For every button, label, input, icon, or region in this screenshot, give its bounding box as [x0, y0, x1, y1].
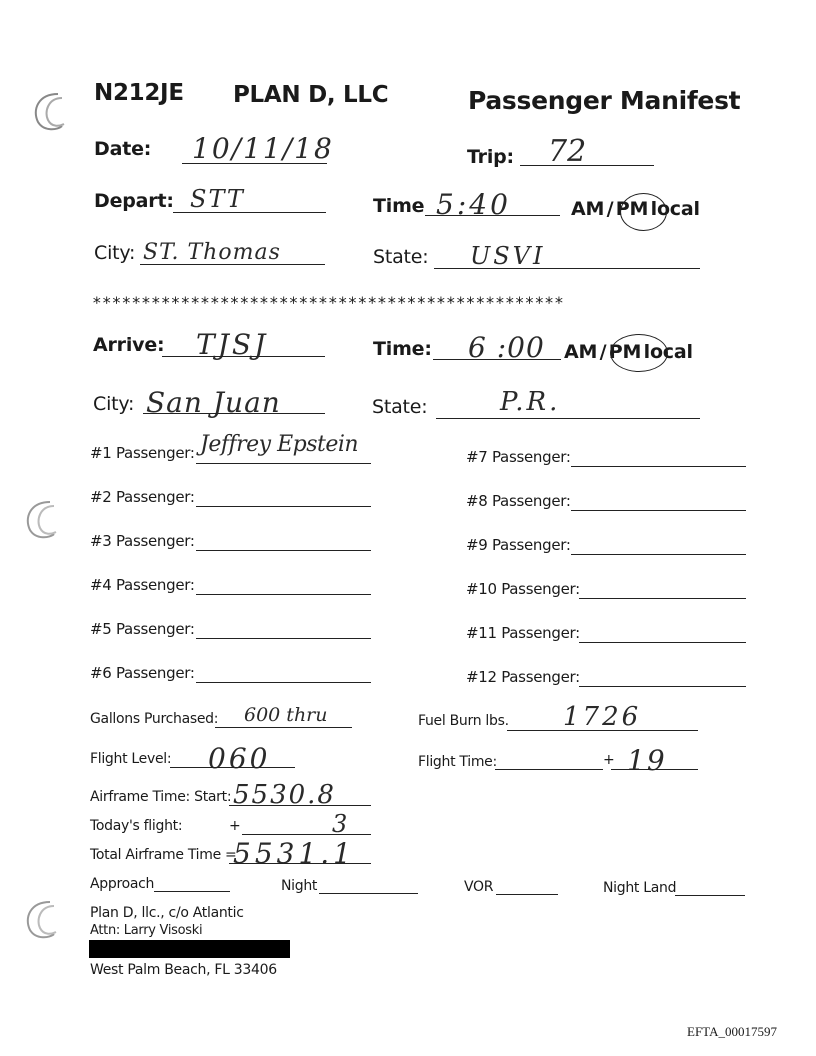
passenger-9-label: #9 Passenger:: [466, 536, 571, 554]
todays-flight-value: 3: [332, 810, 348, 838]
depart-value: STT: [190, 185, 245, 213]
arrive-city-value: San Juan: [146, 386, 281, 419]
passenger-2-label: #2 Passenger:: [90, 488, 195, 506]
passenger-6-line: [196, 682, 371, 683]
punch-hole-middle: [20, 496, 60, 542]
flight-time-value: 19: [627, 744, 667, 777]
passenger-10-line: [579, 598, 746, 599]
depart-ampm: AM / PM local: [571, 198, 700, 220]
airframe-start-value: 5530.8: [233, 780, 336, 810]
fuel-burn-label: Fuel Burn lbs.: [418, 713, 509, 729]
night-land-label: Night Land: [603, 880, 677, 896]
passenger-3-line: [196, 550, 371, 551]
redaction-bar: [89, 940, 290, 958]
passenger-1-value: Jeffrey Epstein: [200, 432, 359, 457]
punch-hole-top: [28, 88, 68, 134]
arrive-state-value: P.R.: [500, 387, 561, 417]
passenger-5-label: #5 Passenger:: [90, 620, 195, 638]
depart-city-line: [140, 264, 325, 265]
total-airframe-line: [229, 863, 371, 864]
todays-flight-label: Today's flight:: [90, 818, 183, 834]
address-line-1: Plan D, llc., c/o Atlantic: [90, 905, 244, 921]
bates-number: EFTA_00017597: [687, 1024, 777, 1039]
depart-line: [173, 212, 326, 213]
approach-label: Approach: [90, 876, 155, 892]
flight-time-line-1: [495, 769, 603, 770]
depart-time-label: Time: [373, 195, 425, 217]
tail-number: N212JE: [94, 80, 184, 106]
depart-time-value: 5:40: [436, 188, 511, 221]
airframe-start-line: [229, 805, 371, 806]
flight-time-label: Flight Time:: [418, 754, 497, 770]
trip-value: 72: [548, 134, 587, 169]
vor-label: VOR: [464, 879, 494, 895]
fuel-burn-line: [507, 730, 698, 731]
passenger-12-label: #12 Passenger:: [466, 668, 580, 686]
arrive-time-value: 6 :00: [468, 331, 545, 364]
depart-pm-circle: [620, 193, 667, 231]
passenger-11-label: #11 Passenger:: [466, 624, 580, 642]
passenger-11-line: [579, 642, 746, 643]
depart-state-value: USVI: [470, 242, 546, 270]
arrive-state-label: State:: [372, 396, 428, 418]
company-name: PLAN D, LLC: [233, 82, 389, 108]
todays-flight-line: [242, 834, 371, 835]
passenger-8-label: #8 Passenger:: [466, 492, 571, 510]
address-line-3: West Palm Beach, FL 33406: [90, 962, 277, 978]
depart-city-label: City:: [94, 242, 136, 264]
night-land-line: [675, 895, 745, 896]
flight-level-line: [170, 767, 295, 768]
flight-level-value: 060: [208, 742, 271, 775]
passenger-6-label: #6 Passenger:: [90, 664, 195, 682]
arrive-city-line: [143, 413, 325, 414]
flight-time-line-2: [611, 769, 698, 770]
passenger-9-line: [571, 554, 746, 555]
flight-time-plus: +: [603, 752, 615, 768]
airframe-start-label: Airframe Time: Start:: [90, 789, 232, 805]
passenger-1-label: #1 Passenger:: [90, 444, 195, 462]
passenger-4-label: #4 Passenger:: [90, 576, 195, 594]
arrive-value: TJSJ: [196, 328, 269, 361]
approach-line: [154, 891, 230, 892]
passenger-7-label: #7 Passenger:: [466, 448, 571, 466]
arrive-state-line: [436, 418, 700, 419]
arrive-label: Arrive:: [93, 334, 165, 356]
night-line: [319, 893, 418, 894]
arrive-time-label: Time:: [373, 338, 432, 360]
passenger-7-line: [571, 466, 746, 467]
passenger-12-line: [579, 686, 746, 687]
depart-time-line: [425, 215, 560, 216]
passenger-8-line: [571, 510, 746, 511]
passenger-3-label: #3 Passenger:: [90, 532, 195, 550]
depart-state-label: State:: [373, 246, 429, 268]
flight-level-label: Flight Level:: [90, 751, 172, 767]
arrive-city-label: City:: [93, 393, 135, 415]
vor-line: [496, 894, 558, 895]
trip-line: [520, 165, 654, 166]
punch-hole-bottom: [20, 896, 60, 942]
trip-label: Trip:: [467, 146, 514, 168]
total-airframe-value: 5531.1: [233, 837, 355, 870]
arrive-time-line: [433, 359, 561, 360]
night-label: Night: [281, 878, 318, 894]
passenger-1-line: [196, 463, 371, 464]
depart-city-value: ST. Thomas: [143, 240, 281, 265]
passenger-4-line: [196, 594, 371, 595]
gallons-value: 600 thru: [244, 704, 328, 726]
page-title: Passenger Manifest: [468, 86, 741, 115]
date-label: Date:: [94, 138, 152, 160]
arrive-ampm: AM / PM local: [564, 341, 693, 363]
fuel-burn-value: 1726: [563, 702, 642, 732]
todays-flight-plus: +: [229, 818, 241, 834]
depart-label: Depart:: [94, 190, 174, 212]
separator-stars: ************************************************: [92, 293, 564, 312]
arrive-line: [162, 356, 325, 357]
date-line: [182, 163, 327, 164]
depart-state-line: [434, 268, 700, 269]
gallons-line: [215, 727, 352, 728]
total-airframe-label: Total Airframe Time =: [90, 847, 237, 863]
address-line-2: Attn: Larry Visoski: [90, 923, 203, 938]
passenger-5-line: [196, 638, 371, 639]
gallons-label: Gallons Purchased:: [90, 711, 219, 727]
passenger-10-label: #10 Passenger:: [466, 580, 580, 598]
date-value: 10/11/18: [192, 132, 334, 165]
passenger-2-line: [196, 506, 371, 507]
arrive-pm-circle: [610, 334, 668, 372]
